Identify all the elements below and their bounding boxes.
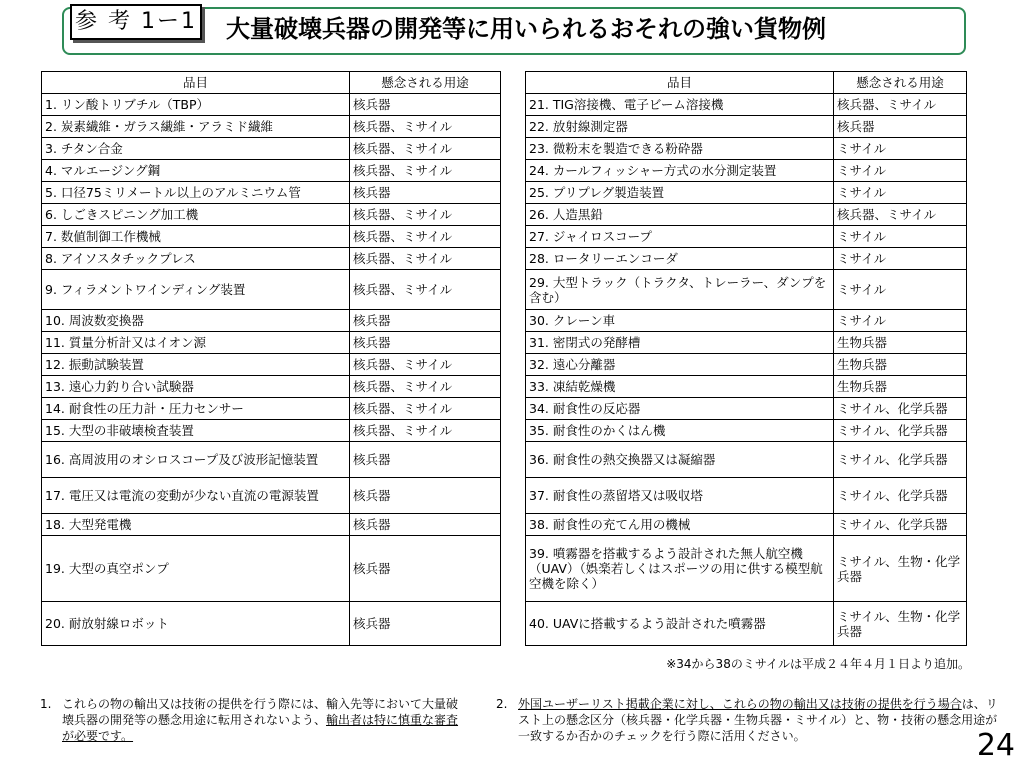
items-table-left — [41, 71, 501, 646]
use-cell: ミサイル — [834, 270, 967, 310]
use-cell: 核兵器 — [350, 536, 501, 602]
table-row — [42, 116, 501, 138]
use-cell: 核兵器、ミサイル — [350, 270, 501, 310]
use-cell: 核兵器、ミサイル — [350, 138, 501, 160]
footnote-text: これらの物の輸出又は技術の提供を行う際には、輸入先等において大量破壊兵器の開発等の懸念用途に転用されないよう、 — [62, 697, 459, 727]
use-cell: 核兵器、ミサイル — [350, 376, 501, 398]
use-cell: 核兵器、ミサイル — [834, 94, 967, 116]
use-cell: 核兵器 — [350, 602, 501, 646]
table-row — [42, 536, 501, 602]
use-cell: 核兵器、ミサイル — [350, 116, 501, 138]
table-row — [42, 248, 501, 270]
table-row — [526, 138, 967, 160]
item-cell: 40. UAVに搭載するよう設計された噴霧器 — [526, 602, 834, 646]
use-cell: ミサイル、生物・化学兵器 — [834, 536, 967, 602]
table-row — [526, 160, 967, 182]
item-cell: 2. 炭素繊維・ガラス繊維・アラミド繊維 — [42, 116, 350, 138]
use-cell: 核兵器、ミサイル — [350, 226, 501, 248]
table-row — [42, 226, 501, 248]
footnote-1 — [40, 696, 470, 744]
item-cell: 30. クレーン車 — [526, 310, 834, 332]
footnote-2 — [496, 696, 1010, 744]
column-header-use: 懸念される用途 — [834, 72, 967, 94]
use-cell: 核兵器 — [350, 182, 501, 204]
table-row — [526, 332, 967, 354]
use-cell: 核兵器 — [350, 332, 501, 354]
use-cell: ミサイル、化学兵器 — [834, 514, 967, 536]
table-row — [42, 160, 501, 182]
item-cell: 39. 噴霧器を搭載するよう設計された無人航空機（UAV）（娯楽若しくはスポーツの用に供する模型航空機を除く） — [526, 536, 834, 602]
item-cell: 26. 人造黒鉛 — [526, 204, 834, 226]
table-row — [526, 248, 967, 270]
item-cell: 34. 耐食性の反応器 — [526, 398, 834, 420]
item-cell: 36. 耐食性の熱交換器又は凝縮器 — [526, 442, 834, 478]
use-cell: 核兵器 — [350, 514, 501, 536]
item-cell: 20. 耐放射線ロボット — [42, 602, 350, 646]
table-row — [42, 442, 501, 478]
footnote-emphasis: 輸出者は特に慎重な審査が必要です。 — [62, 713, 459, 743]
item-cell: 14. 耐食性の圧力計・圧力センサー — [42, 398, 350, 420]
use-cell: 核兵器 — [350, 478, 501, 514]
table-row — [42, 182, 501, 204]
item-cell: 17. 電圧又は電流の変動が少ない直流の電源装置 — [42, 478, 350, 514]
reference-tag: 参 考 1ー1 — [70, 4, 202, 40]
table-row — [42, 478, 501, 514]
table-row — [526, 94, 967, 116]
use-cell: 核兵器、ミサイル — [350, 248, 501, 270]
column-header-item: 品目 — [526, 72, 834, 94]
use-cell: 核兵器、ミサイル — [350, 420, 501, 442]
item-cell: 38. 耐食性の充てん用の機械 — [526, 514, 834, 536]
table-row — [526, 226, 967, 248]
item-cell: 13. 遠心力釣り合い試験器 — [42, 376, 350, 398]
item-cell: 23. 微粉末を製造できる粉砕器 — [526, 138, 834, 160]
footnote-number: 1. — [40, 697, 52, 711]
footnote-emphasis: 外国ユーザーリスト掲載企業に対し、これらの物の輸出又は技術の提供を行う場合 — [518, 697, 962, 711]
table-row — [526, 310, 967, 332]
table-row — [526, 398, 967, 420]
table-row — [42, 354, 501, 376]
item-cell: 27. ジャイロスコープ — [526, 226, 834, 248]
added-items-note: ※34から38のミサイルは平成２４年４月１日より追加。 — [666, 657, 970, 671]
item-cell: 32. 遠心分離器 — [526, 354, 834, 376]
item-cell: 11. 質量分析計又はイオン源 — [42, 332, 350, 354]
item-cell: 21. TIG溶接機、電子ビーム溶接機 — [526, 94, 834, 116]
table-row — [42, 602, 501, 646]
use-cell: ミサイル、化学兵器 — [834, 420, 967, 442]
item-cell: 35. 耐食性のかくはん機 — [526, 420, 834, 442]
table-row — [526, 420, 967, 442]
footnote-body — [62, 696, 467, 744]
use-cell: ミサイル — [834, 138, 967, 160]
table-row — [526, 116, 967, 138]
table-row — [526, 536, 967, 602]
item-cell: 16. 高周波用のオシロスコープ及び波形記憶装置 — [42, 442, 350, 478]
use-cell: ミサイル — [834, 248, 967, 270]
item-cell: 33. 凍結乾燥機 — [526, 376, 834, 398]
item-cell: 22. 放射線測定器 — [526, 116, 834, 138]
item-cell: 25. プリプレグ製造装置 — [526, 182, 834, 204]
footnote-number: 2. — [496, 697, 508, 711]
table-row — [42, 138, 501, 160]
table-row — [526, 514, 967, 536]
use-cell: 核兵器、ミサイル — [834, 204, 967, 226]
table-row — [526, 478, 967, 514]
item-cell: 7. 数値制御工作機械 — [42, 226, 350, 248]
use-cell: 生物兵器 — [834, 376, 967, 398]
table-row — [42, 332, 501, 354]
use-cell: 核兵器 — [350, 442, 501, 478]
use-cell: 核兵器、ミサイル — [350, 204, 501, 226]
item-cell: 1. リン酸トリブチル（TBP） — [42, 94, 350, 116]
table-row — [42, 420, 501, 442]
item-cell: 31. 密閉式の発酵槽 — [526, 332, 834, 354]
use-cell: ミサイル — [834, 310, 967, 332]
use-cell: 核兵器、ミサイル — [350, 160, 501, 182]
column-header-use: 懸念される用途 — [350, 72, 501, 94]
item-cell: 3. チタン合金 — [42, 138, 350, 160]
item-cell: 37. 耐食性の蒸留塔又は吸収塔 — [526, 478, 834, 514]
table-row — [42, 94, 501, 116]
use-cell: ミサイル、生物・化学兵器 — [834, 602, 967, 646]
table-row — [526, 376, 967, 398]
item-cell: 19. 大型の真空ポンプ — [42, 536, 350, 602]
use-cell: 核兵器、ミサイル — [350, 398, 501, 420]
column-header-item: 品目 — [42, 72, 350, 94]
table-row — [42, 204, 501, 226]
use-cell: ミサイル — [834, 160, 967, 182]
page-number: 24 — [976, 728, 1015, 763]
item-cell: 8. アイソスタチックプレス — [42, 248, 350, 270]
use-cell: 核兵器 — [834, 116, 967, 138]
table-row — [526, 182, 967, 204]
item-cell: 4. マルエージング鋼 — [42, 160, 350, 182]
table-row — [42, 398, 501, 420]
table-row — [526, 602, 967, 646]
item-cell: 9. フィラメントワインディング装置 — [42, 270, 350, 310]
table-row — [526, 270, 967, 310]
table-row — [526, 354, 967, 376]
item-cell: 5. 口径75ミリメートル以上のアルミニウム管 — [42, 182, 350, 204]
footnote-text: は、リスト上の懸念区分（核兵器・化学兵器・生物兵器・ミサイル）と、物・技術の懸念用途が一致するか否かのチェックを行う際に活用ください。 — [518, 697, 998, 743]
item-cell: 10. 周波数変換器 — [42, 310, 350, 332]
use-cell: ミサイル、化学兵器 — [834, 442, 967, 478]
page-title: 大量破壊兵器の開発等に用いられるおそれの強い貨物例 — [226, 15, 826, 43]
use-cell: 生物兵器 — [834, 354, 967, 376]
use-cell: 核兵器 — [350, 94, 501, 116]
item-cell: 18. 大型発電機 — [42, 514, 350, 536]
use-cell: 核兵器 — [350, 310, 501, 332]
use-cell: ミサイル — [834, 182, 967, 204]
item-cell: 29. 大型トラック（トラクタ、トレーラー、ダンプを含む） — [526, 270, 834, 310]
table-row — [526, 204, 967, 226]
items-table-right — [525, 71, 967, 646]
use-cell: 核兵器、ミサイル — [350, 354, 501, 376]
use-cell: ミサイル、化学兵器 — [834, 398, 967, 420]
table-row — [526, 442, 967, 478]
table-row — [42, 310, 501, 332]
table-row — [42, 514, 501, 536]
use-cell: ミサイル — [834, 226, 967, 248]
item-cell: 12. 振動試験装置 — [42, 354, 350, 376]
item-cell: 24. カールフィッシャー方式の水分測定装置 — [526, 160, 834, 182]
table-row — [42, 270, 501, 310]
use-cell: ミサイル、化学兵器 — [834, 478, 967, 514]
item-cell: 28. ロータリーエンコーダ — [526, 248, 834, 270]
use-cell: 生物兵器 — [834, 332, 967, 354]
table-row — [42, 376, 501, 398]
item-cell: 6. しごきスピニング加工機 — [42, 204, 350, 226]
item-cell: 15. 大型の非破壊検査装置 — [42, 420, 350, 442]
footnote-body — [518, 696, 1008, 744]
